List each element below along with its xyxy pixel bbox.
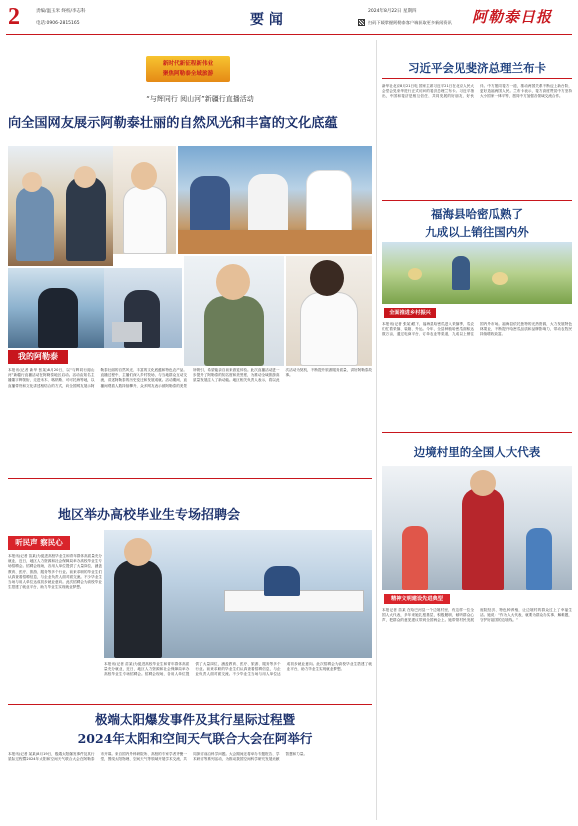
jobs-body-continued: 本报讯(记者 苗某)为促进高校毕业生和青年群体高质量充分就业，近日，地区人力资源和社会保障局举办高校毕业生专场招聘会。招聘会现场，各用人单位提供了大量岗位，涵盖教育、医疗、旅游、服务等多个行业。前来求职的毕业生们认真查看招聘信息，与企业负责人面对面交流。不少毕业生当场与用人单位达成初步就业意向。此次招聘会为高校毕业生搭建了就业平台，助力毕业生实现就业梦想。 <box>104 662 372 677</box>
right-top-rule <box>382 78 572 79</box>
photo-woman-dress <box>286 256 372 366</box>
right-bottom-rule <box>382 432 572 433</box>
right-bottom-title: 边境村里的全国人大代表 <box>413 445 541 459</box>
photo-host-smiling <box>113 146 176 254</box>
jobs-title: 地区举办高校毕业生专场招聘会 <box>58 508 241 523</box>
right-top-body: 新华社北京8月21日电 国家主席习近平21日在北京人民大会堂会见来华进行正式访问的斐济总理兰布卡。习近平指出，中国和斐济是相互信任、共同发展的好朋友、好伙伴。中方愿同斐方一道，推动两国关系不断迈上新台阶，更好造福两国人民。兰布卡表示，斐方高度赞赏中方坚持大小国家一律平等，愿同中方加强各领域交流合作。 <box>382 84 572 99</box>
phone-line: 电话:0906-2815165 <box>36 21 80 26</box>
photo-rep-children <box>382 466 572 590</box>
right-mid-rule <box>382 200 572 201</box>
right-bottom-body: 本报记者 苗某 在哈巴河县一个边境村里，有这样一位全国人大代表，多年来她扎根基层，积极履职，倾听群众心声，把群众的意见建议带到全国两会上。她带领村民发展庭院经济、特色种养殖，让边境村的群众过上了幸福生活。她说：“作为人大代表，就要为群众办实事、解难题，守护好祖国的边境线。” <box>382 608 572 623</box>
right-mid-box-label: 全面推进乡村振兴 <box>384 308 436 318</box>
main-story-kicker: “与辉同行 阅山河”新疆行直播活动 <box>146 95 254 103</box>
jobs-rule <box>8 478 372 479</box>
photo-lake-view <box>8 268 104 348</box>
qr-code-icon <box>358 19 365 26</box>
photo-laptop-host <box>104 268 182 348</box>
masthead <box>0 0 578 34</box>
column-divider <box>376 40 377 820</box>
right-mid-title-line1: 福海县哈密瓜熟了 <box>431 207 523 221</box>
page-number: 2 <box>8 4 20 30</box>
right-bottom-box-label: 精神文明建设先进典型 <box>384 594 450 604</box>
right-mid-body: 本报讯(记者 张某)眼下，福海县哈密瓜进入采摘季，瓜农们忙着采摘、装箱、外运。今年，全县种植哈密瓜面积达数万亩，通过电商平台、订单农业等渠道，九成以上销往国内外市场。福海县依托独特的光热资源，大力发展特色林果业，不断提升哈密瓜品质和品牌影响力，带动农牧民持续增收致富。 <box>382 322 572 337</box>
expo-rule <box>8 704 372 705</box>
photo-melon-farm <box>382 242 572 304</box>
photo-studio-yurt <box>8 146 113 266</box>
editor-line: 责编/温玉米 终校/李志科 <box>36 9 86 14</box>
right-mid-title-line2: 九成以上销往国内外 <box>425 225 529 239</box>
expo-title-line1: 极端太阳爆发事件及其行星际过程暨 <box>94 712 295 727</box>
right-top-title: 习近平会见斐济总理兰布卡 <box>408 61 546 75</box>
masthead-rule <box>6 34 572 35</box>
photo-job-fair <box>104 530 372 658</box>
main-story-body: 本报讯(记者 新华 张某)8月20日，以“与辉同行阅山河”新疆行直播活动在阿勒泰地区启动。活动由知名主播董宇辉领衔，走进禾木、喀纳斯、可可托海等地，以直播带货和文化讲述相结合的方式，向全国网友展示阿勒泰壮丽的自然风光、丰富的文化底蕴和特色农产品。直播过程中，主播们深入乡村牧场，与当地群众互动交流，讲述阿勒泰的历史变迁和发展成就。活动期间，直播间观看人数持续攀升，众多网友表示被阿勒泰的美景所吸引，希望能亲自前来游览体验。此次直播活动进一步提升了阿勒泰的知名度和美誉度，为推动全域旅游高质量发展注入了新动能。地区相关负责人表示，将以此次活动为契机，不断提升旅游服务质量，讲好阿勒泰故事。 <box>8 368 372 388</box>
main-story-title: 向全国网友展示阿勒泰壮丽的自然风光和丰富的文化底蕴 <box>8 116 338 131</box>
photo-table-group <box>178 146 372 254</box>
jobs-box-label: 听民声 察民心 <box>8 536 70 550</box>
section-title: 要 闻 <box>250 12 283 28</box>
badge-bottom-text: 聚焦阿勒泰全域旅游 <box>162 71 214 77</box>
logo-slogan: 扫码下载掌握阿勒泰客户端获取更多新闻资讯 <box>368 20 452 25</box>
jobs-body: 本报讯(记者 苗某)为促进高校毕业生和青年群体高质量充分就业，近日，地区人力资源和社会保障局举办高校毕业生专场招聘会。招聘会现场，各用人单位提供了大量岗位，涵盖教育、医疗、旅游、服务等多个行业。前来求职的毕业生们认真查看招聘信息，与企业负责人面对面交流。不少毕业生当场与用人单位达成初步就业意向。此次招聘会为高校毕业生搭建了就业平台，助力毕业生实现就业梦想。 <box>8 554 102 590</box>
date-line: 2024年8月22日 星期四 <box>368 9 417 14</box>
badge-top-text: 新时代新征程新伟业 <box>162 61 214 67</box>
expo-title-line2: 2024年太阳和空间天气联合大会在阿举行 <box>77 731 313 746</box>
newspaper-logo: 阿勒泰日报 <box>472 8 553 26</box>
reporter-box: 我的阿勒泰 <box>8 350 68 364</box>
main-story-badge <box>146 56 230 82</box>
photo-host-closeup <box>184 256 284 366</box>
expo-body: 本报讯(记者 某某)8月19日，极端太阳爆发事件及其行星际过程暨2024年太阳和空间天气联合大会在阿勒泰市开幕。来自国内外科研院所、高校的专家学者齐聚一堂，围绕太阳物理、空间天气等领域开展学术交流，共同探讨前沿科学问题。大会期间还将举办专题报告、学术研讨等系列活动，为推动我国空间科学研究发展贡献智慧和力量。 <box>8 752 308 762</box>
